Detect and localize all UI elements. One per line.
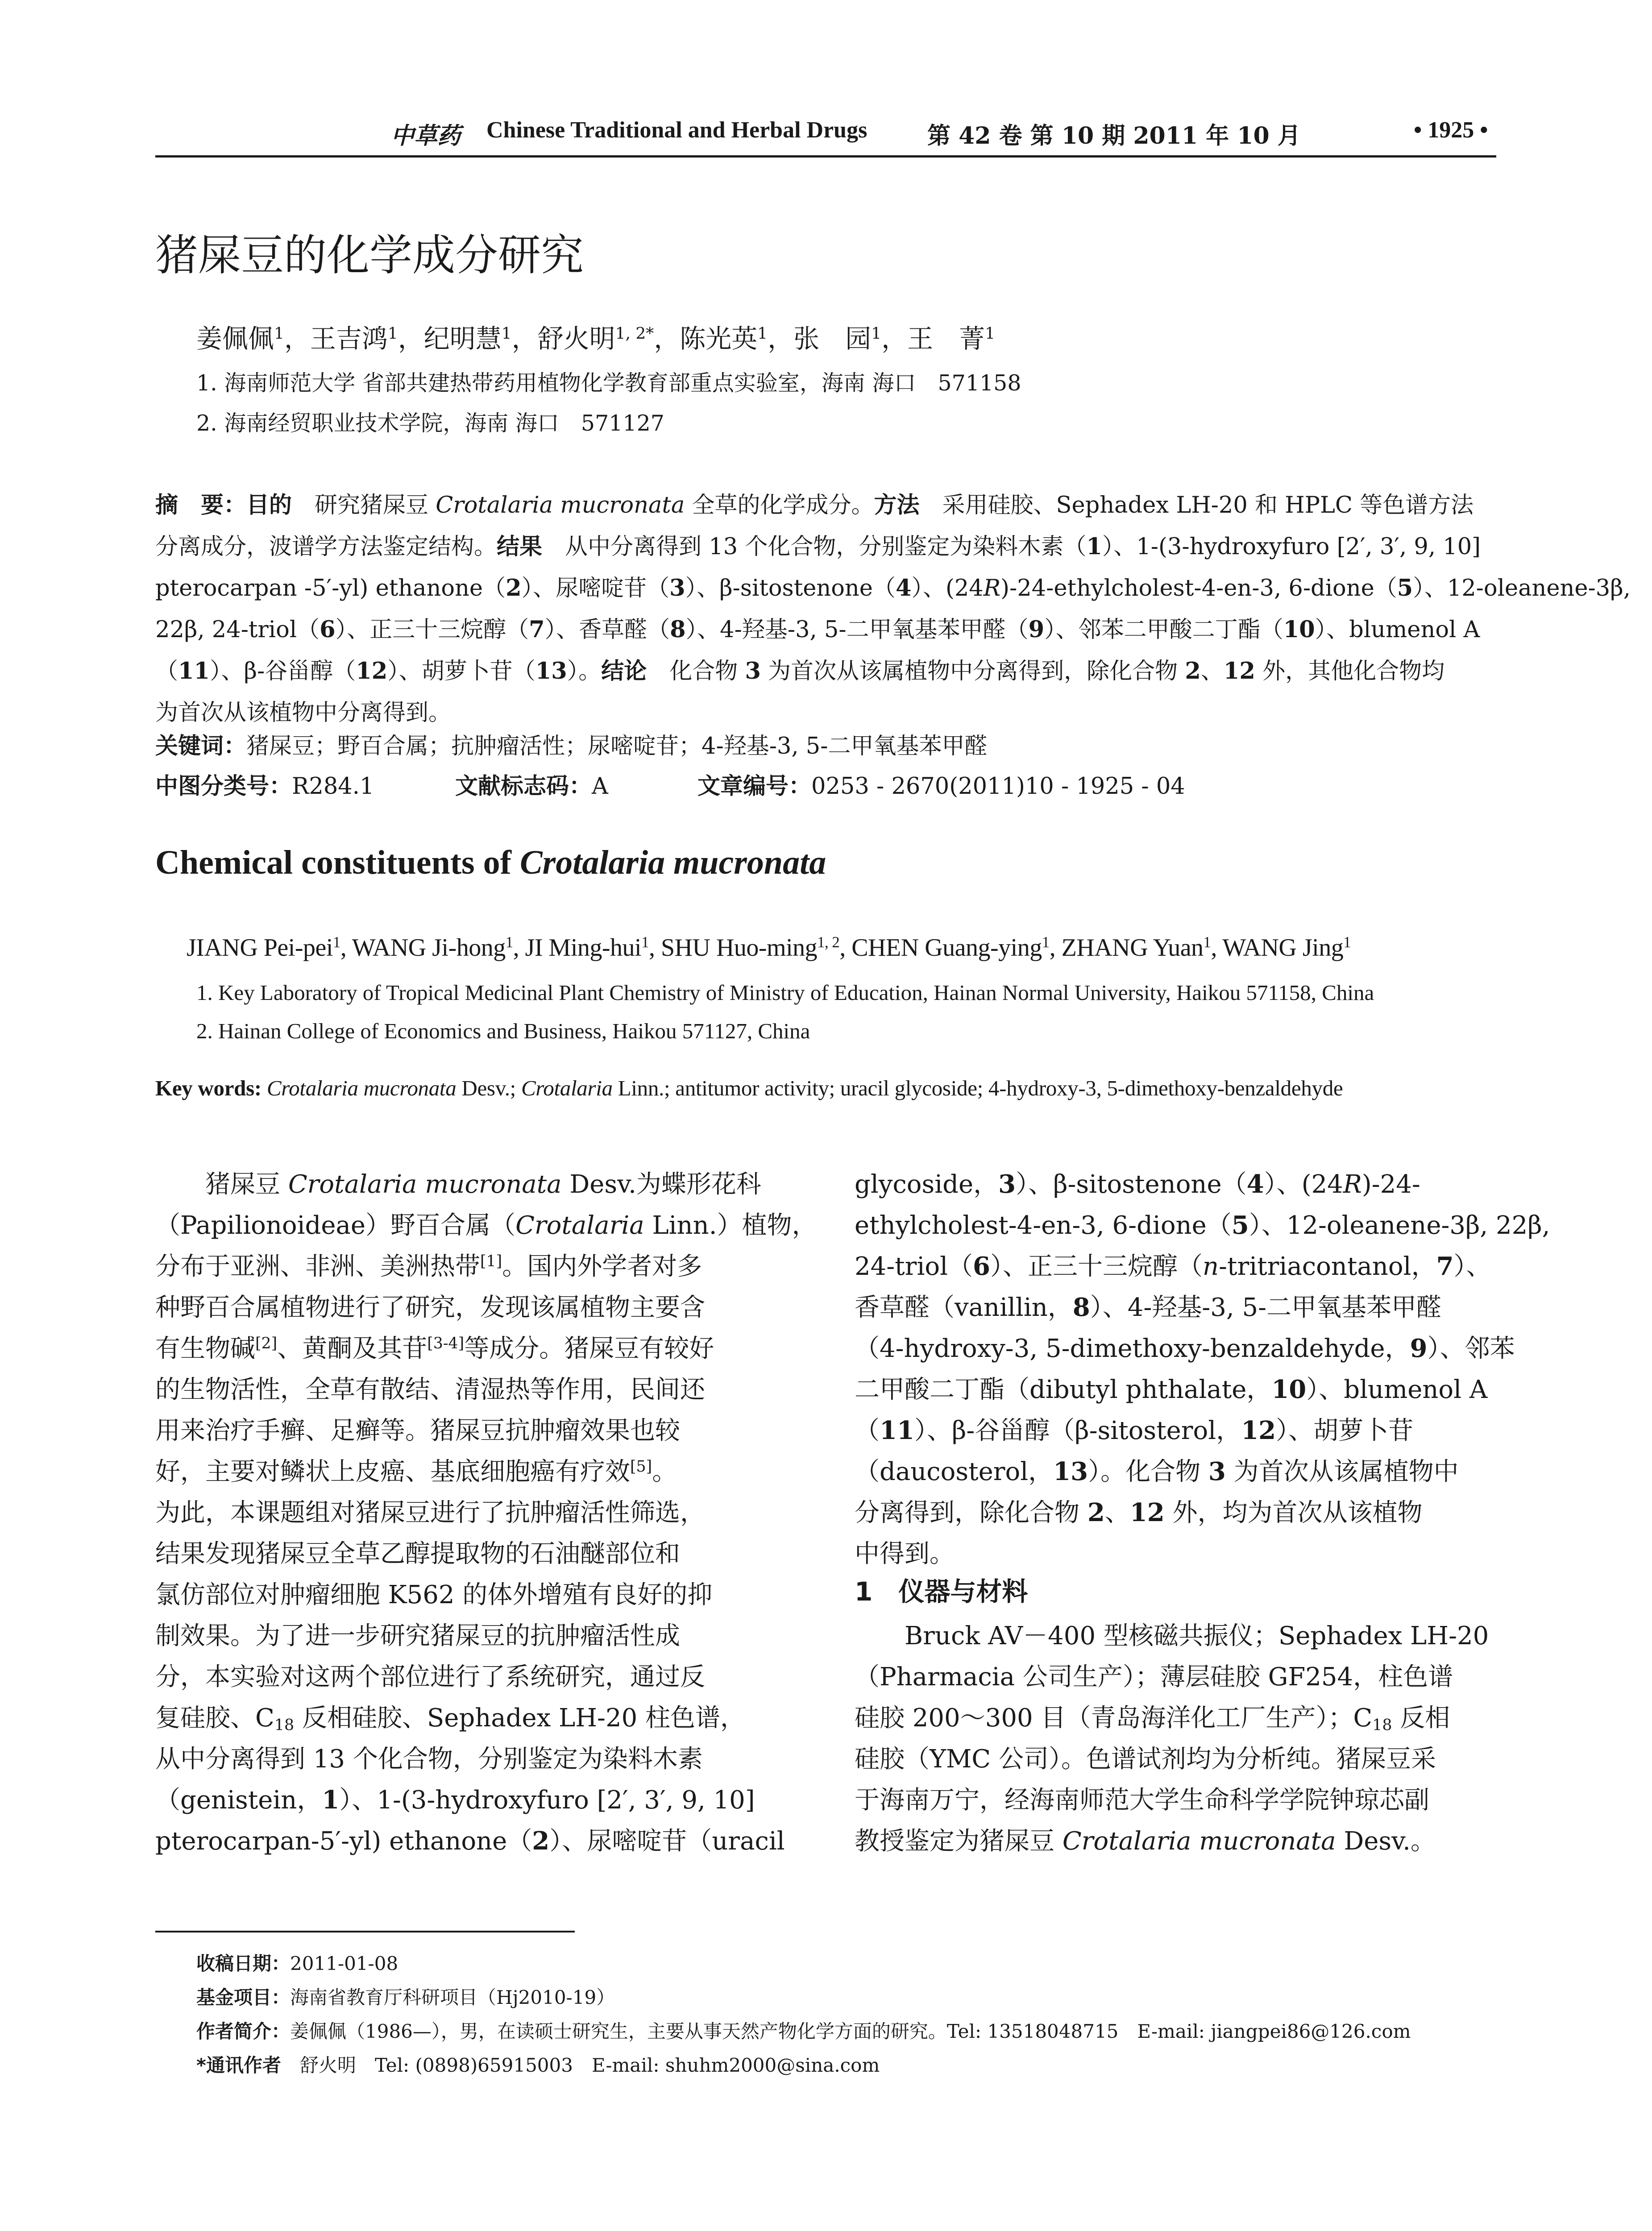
doc-code-value: A (592, 773, 608, 800)
body-line: 猪屎豆 Crotalaria mucronata Desv.为蝶形花科 (155, 1170, 761, 1199)
body-line: 中得到。 (855, 1539, 955, 1568)
body-line: （daucosterol，13）。化合物 3 为首次从该属植物中 (855, 1457, 1459, 1486)
header-rule (155, 155, 1496, 158)
clc-label: 中图分类号： (155, 773, 292, 800)
title-en: Chemical constituents of Crotalaria mucronata (155, 844, 826, 881)
page-number: • 1925 • (1414, 117, 1488, 143)
body-line: （genistein，1）、1-(3-hydroxyfuro [2′, 3′, 9, 10] (155, 1785, 755, 1815)
body-line: 有生物碱[2]、黄酮及其苷[3-4]等成分。猪屎豆有较好 (155, 1334, 714, 1363)
journal-title-en: Chinese Traditional and Herbal Drugs (486, 117, 868, 143)
footnote-author: 作者简介：姜佩佩（1986—），男，在读硕士研究生，主要从事天然产物化学方面的研究。Tel: 13518048715 E-mail: jiangpei86@126.com (196, 2020, 1411, 2042)
section-heading: 1 仪器与材料 (855, 1576, 1028, 1607)
body-line: 好，主要对鳞状上皮癌、基底细胞癌有疗效[5]。 (155, 1457, 677, 1486)
body-line: （11）、β-谷甾醇（β-sitosterol，12）、胡萝卜苷 (855, 1416, 1414, 1445)
running-header (0, 117, 1652, 157)
body-line: （4-hydroxy-3, 5-dimethoxy-benzaldehyde，9）、邻苯 (855, 1334, 1515, 1363)
abstract-line: 22β, 24-triol（6）、正三十三烷醇（7）、香草醛（8）、4-羟基-3, 5-二甲氧基苯甲醛（9）、邻苯二甲酸二丁酯（10）、blumenol A (155, 616, 1480, 643)
body-line: pterocarpan-5′-yl) ethanone（2）、尿嘧啶苷（uracil (155, 1826, 785, 1856)
body-line: 于海南万宁，经海南师范大学生命科学学院钟琼芯副 (855, 1786, 1429, 1815)
body-line: 用来治疗手癣、足癣等。猪屎豆抗肿瘤效果也较 (155, 1416, 680, 1445)
body-line: 的生物活性，全草有散结、清湿热等作用，民间还 (155, 1375, 705, 1404)
body-line: 复硅胶、$C_{18}$ 反相硅胶、Sephadex LH-20 柱色谱， (155, 1704, 746, 1734)
footnote-corresponding: *通讯作者 舒火明 Tel: (0898)65915003 E-mail: shuhm2000@sina.com (196, 2054, 880, 2076)
title-cn: 猪屎豆的化学成分研究 (155, 230, 584, 280)
issue-info: 第 42 卷 第 10 期 2011 年 10 月 (927, 122, 1301, 149)
journal-logo-cn: 中草药 (391, 123, 461, 149)
footnote-fund: 基金项目：海南省教育厅科研项目（Hj2010-19） (196, 1986, 615, 2008)
affiliation-en-1: 1. Key Laboratory of Tropical Medicinal Plant Chemistry of Ministry of Education, Hainan Normal University, Haikou 571158, China (196, 980, 1374, 1005)
affiliation-en-2: 2. Hainan College of Economics and Business, Haikou 571127, China (196, 1019, 810, 1043)
abstract-line: pterocarpan -5′-yl) ethanone（2）、尿嘧啶苷（3）、β-sitostenone（4）、(24R)-24-ethylcholest-4-en-3, 6-dione（5）、12-oleanene-3β, (155, 575, 1631, 601)
doc-code-label: 文献标志码： (455, 773, 592, 800)
body-line: 分布于亚洲、非洲、美洲热带[1]。国内外学者对多 (155, 1252, 702, 1281)
authors-en: JIANG Pei-pei$^1$, WANG Ji-hong$^1$, JI Ming-hui$^1$, SHU Huo-ming$^{1, 2}$, CHEN Guang-ying$^1$, ZHANG Yuan$^1$, WANG Jing$^1$ (187, 933, 1351, 962)
body-line: glycoside，3）、β-sitostenone（4）、(24R)-24- (855, 1169, 1420, 1199)
authors-cn: 姜佩佩$^1$，王吉鸿$^1$，纪明慧$^1$，舒火明$^{1, 2*}$，陈光英$^1$，张 园$^1$，王 菁$^1$ (196, 323, 995, 354)
footnote-received: 收稿日期：2011-01-08 (196, 1953, 398, 1974)
article-no-value: 0253 - 2670(2011)10 - 1925 - 04 (811, 773, 1185, 800)
body-line: （Pharmacia 公司生产）；薄层硅胶 GF254，柱色谱 (855, 1663, 1453, 1692)
body-line: 结果发现猪屎豆全草乙醇提取物的石油醚部位和 (155, 1539, 680, 1568)
body-line: 为此，本课题组对猪屎豆进行了抗肿瘤活性筛选， (155, 1498, 705, 1527)
body-line: 香草醛（vanillin，8）、4-羟基-3, 5-二甲氧基苯甲醛 (855, 1293, 1442, 1322)
classification-row (155, 767, 1496, 799)
affiliation-cn-2: 2. 海南经贸职业技术学院，海南 海口 571127 (196, 411, 664, 436)
abstract-line: （11）、β-谷甾醇（12）、胡萝卜苷（13）。结论 化合物 3 为首次从该属植物中分离得到，除化合物 2、12 外，其他化合物均 (155, 658, 1445, 684)
body-line: （Papilionoideae）野百合属（Crotalaria Linn.）植物， (155, 1211, 817, 1240)
footnote-rule (155, 1931, 575, 1932)
body-line: 二甲酸二丁酯（dibutyl phthalate，10）、blumenol A (855, 1375, 1488, 1404)
keywords-en: Key words: Crotalaria mucronata Desv.; Crotalaria Linn.; antitumor activity; uracil glycoside; 4-hydroxy-3, 5-dimethoxy-benzaldehyde (155, 1076, 1343, 1100)
abstract-line: 摘 要：目的 研究猪屎豆 Crotalaria mucronata 全草的化学成分。方法 采用硅胶、Sephadex LH-20 和 HPLC 等色谱方法 (155, 492, 1474, 518)
body-line: 种野百合属植物进行了研究，发现该属植物主要含 (155, 1293, 705, 1322)
body-line: 制效果。为了进一步研究猪屎豆的抗肿瘤活性成 (155, 1621, 680, 1650)
affiliation-cn-1: 1. 海南师范大学 省部共建热带药用植物化学教育部重点实验室，海南 海口 571158 (196, 370, 1021, 396)
keywords-cn: 关键词：猪屎豆；野百合属；抗肿瘤活性；尿嘧啶苷；4-羟基-3, 5-二甲氧基苯甲醛 (155, 733, 988, 759)
body-line: Bruck AV－400 型核磁共振仪；Sephadex LH-20 (855, 1621, 1489, 1650)
body-line: 硅胶 200～300 目（青岛海洋化工厂生产）；$C_{18}$ 反相 (855, 1704, 1450, 1734)
body-line: 教授鉴定为猪屎豆 Crotalaria mucronata Desv.。 (855, 1827, 1436, 1856)
body-line: 分，本实验对这两个部位进行了系统研究，通过反 (155, 1663, 705, 1692)
body-line: 24-triol（6）、正三十三烷醇（n-tritriacontanol，7）、 (855, 1252, 1491, 1281)
article-no-label: 文章编号： (697, 773, 812, 800)
body-line: 氯仿部位对肿瘤细胞 K562 的体外增殖有良好的抑 (155, 1580, 713, 1609)
abstract-line: 分离成分，波谱学方法鉴定结构。结果 从中分离得到 13 个化合物，分别鉴定为染料木素（1）、1-(3-hydroxyfuro [2′, 3′, 9, 10] (155, 533, 1481, 560)
body-line: 分离得到，除化合物 2、12 外，均为首次从该植物 (855, 1498, 1423, 1527)
body-line: 硅胶（YMC 公司）。色谱试剂均为分析纯。猪屎豆采 (855, 1745, 1436, 1774)
body-line: ethylcholest-4-en-3, 6-dione（5）、12-oleanene-3β, 22β, (855, 1211, 1550, 1240)
body-line: 从中分离得到 13 个化合物，分别鉴定为染料木素 (155, 1745, 703, 1774)
abstract-line: 为首次从该植物中分离得到。 (155, 700, 452, 726)
clc-value: R284.1 (292, 773, 374, 800)
